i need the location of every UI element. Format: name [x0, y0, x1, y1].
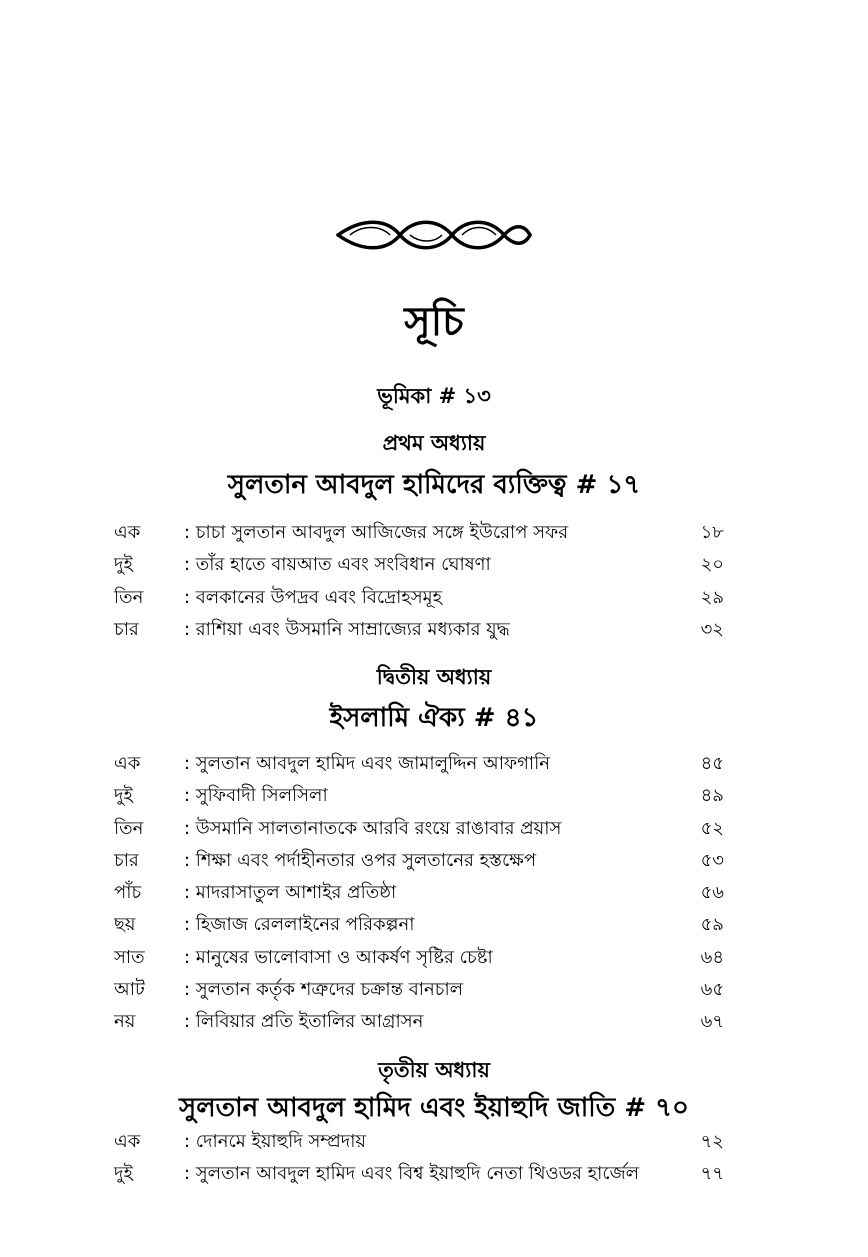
entry-title: : উসমানি সালতানাতকে আরবি রংয়ে রাঙাবার প্রয়াস: [184, 817, 562, 839]
entry-page: ৩২: [700, 618, 724, 640]
chapter-2-label: দ্বিতীয় অধ্যায়: [376, 665, 492, 689]
entry-title: : লিবিয়ার প্রতি ইতালির আগ্রাসন: [184, 1011, 424, 1033]
entry-page: ২০: [700, 554, 724, 576]
entry-title: : হিজাজ রেললাইনের পরিকল্পনা: [184, 914, 415, 936]
entry-number: নয়: [114, 1011, 136, 1033]
entry-title: : তাঁর হাতে বায়আত এবং সংবিধান ঘোষণা: [184, 554, 491, 576]
entry-page: ১৮: [700, 522, 724, 543]
entry-title: : শিক্ষা এবং পর্দাহীনতার ওপর সুলতানের হস্তক্ষেপ: [184, 849, 537, 871]
toc-entry: [114, 942, 724, 974]
entry-number: চার: [114, 618, 139, 640]
entry-number: তিন: [114, 817, 144, 839]
toc-entry: [114, 974, 724, 1006]
chapter-3-title: সুলতান আবদুল হামিদ এবং ইয়াহুদি জাতি # ৭০: [179, 1093, 689, 1123]
chapter-1-title: সুলতান আবদুল হামিদের ব্যক্তিত্ব # ১৭: [227, 470, 641, 500]
entry-page: ৫৬: [700, 882, 724, 904]
entry-page: ৭২: [700, 1131, 724, 1152]
toc-entry: [114, 748, 724, 780]
entry-title: : সুলতান আবদুল হামিদ এবং বিশ্ব ইয়াহুদি নেতা থিওডর হার্জেল: [184, 1163, 640, 1185]
entry-number: দুই: [114, 1163, 133, 1185]
entry-page: ৬৭: [700, 1011, 724, 1033]
toc-entry: [114, 614, 724, 646]
entry-title: : মানুষের ভালোবাসা ও আকর্ষণ সৃষ্টির চেষ্টা: [184, 946, 493, 968]
entry-page: ৭৭: [700, 1163, 724, 1185]
toc-entry: [114, 877, 724, 909]
entry-title: : সুলতান আবদুল হামিদ এবং জামালুদ্দিন আফগানি: [184, 753, 551, 774]
entry-page: ৪৯: [700, 785, 724, 807]
entry-title: : বলকানের উপদ্রব এবং বিদ্রোহসমূহ: [184, 586, 443, 608]
toc-entry: [114, 1158, 724, 1190]
entry-title: : চাচা সুলতান আবদুল আজিজের সঙ্গে ইউরোপ সফর: [184, 522, 569, 543]
chapter-1-label: প্রথম অধ্যায়: [382, 431, 486, 455]
entry-title: : সুফিবাদী সিলসিলা: [184, 785, 328, 807]
entry-page: ২৯: [700, 586, 724, 608]
entry-number: সাত: [114, 946, 145, 968]
entry-page: ৫২: [700, 817, 724, 839]
decorative-ornament-icon: [334, 216, 534, 254]
entry-page: ৬৫: [700, 979, 724, 1001]
entry-number: দুই: [114, 785, 133, 807]
chapter-2-title: ইসলামি ঐক্য # ৪১: [329, 703, 539, 733]
toc-entry: [114, 813, 724, 845]
entry-number: দুই: [114, 554, 133, 576]
chapter-3-label: তৃতীয় অধ্যায়: [378, 1058, 490, 1082]
toc-entry: [114, 517, 724, 549]
toc-entry: [114, 582, 724, 614]
toc-entry: [114, 1126, 724, 1158]
entry-title: : সুলতান কর্তৃক শত্রুদের চক্রান্ত বানচাল: [184, 979, 464, 1001]
entry-number: তিন: [114, 586, 144, 608]
entry-number: এক: [114, 753, 141, 774]
preface-entry: ভূমিকা # ১৩: [377, 384, 491, 408]
entry-number: এক: [114, 522, 141, 543]
entry-page: ৫৯: [700, 914, 724, 936]
entry-number: পাঁচ: [114, 882, 142, 904]
chapter-1-entries: [114, 517, 724, 646]
entry-page: ৪৫: [700, 753, 724, 774]
chapter-3-entries: [114, 1126, 724, 1191]
toc-entry: [114, 780, 724, 812]
entry-page: ৫৩: [700, 849, 724, 871]
chapter-2-entries: [114, 748, 724, 1039]
entry-number: চার: [114, 849, 139, 871]
entry-number: এক: [114, 1131, 141, 1152]
toc-entry: [114, 1006, 724, 1038]
entry-number: আট: [114, 979, 145, 1001]
toc-entry: [114, 909, 724, 941]
page-title: সূচি: [404, 299, 464, 345]
entry-number: ছয়: [114, 914, 136, 936]
entry-title: : রাশিয়া এবং উসমানি সাম্রাজ্যের মধ্যকার যুদ্ধ: [184, 618, 510, 640]
entry-title: : মাদরাসাতুল আশাইর প্রতিষ্ঠা: [184, 882, 397, 904]
toc-entry: [114, 845, 724, 877]
entry-title: : দোনমে ইয়াহুদি সম্প্রদায়: [184, 1131, 367, 1152]
toc-entry: [114, 549, 724, 581]
entry-page: ৬৪: [700, 946, 724, 968]
